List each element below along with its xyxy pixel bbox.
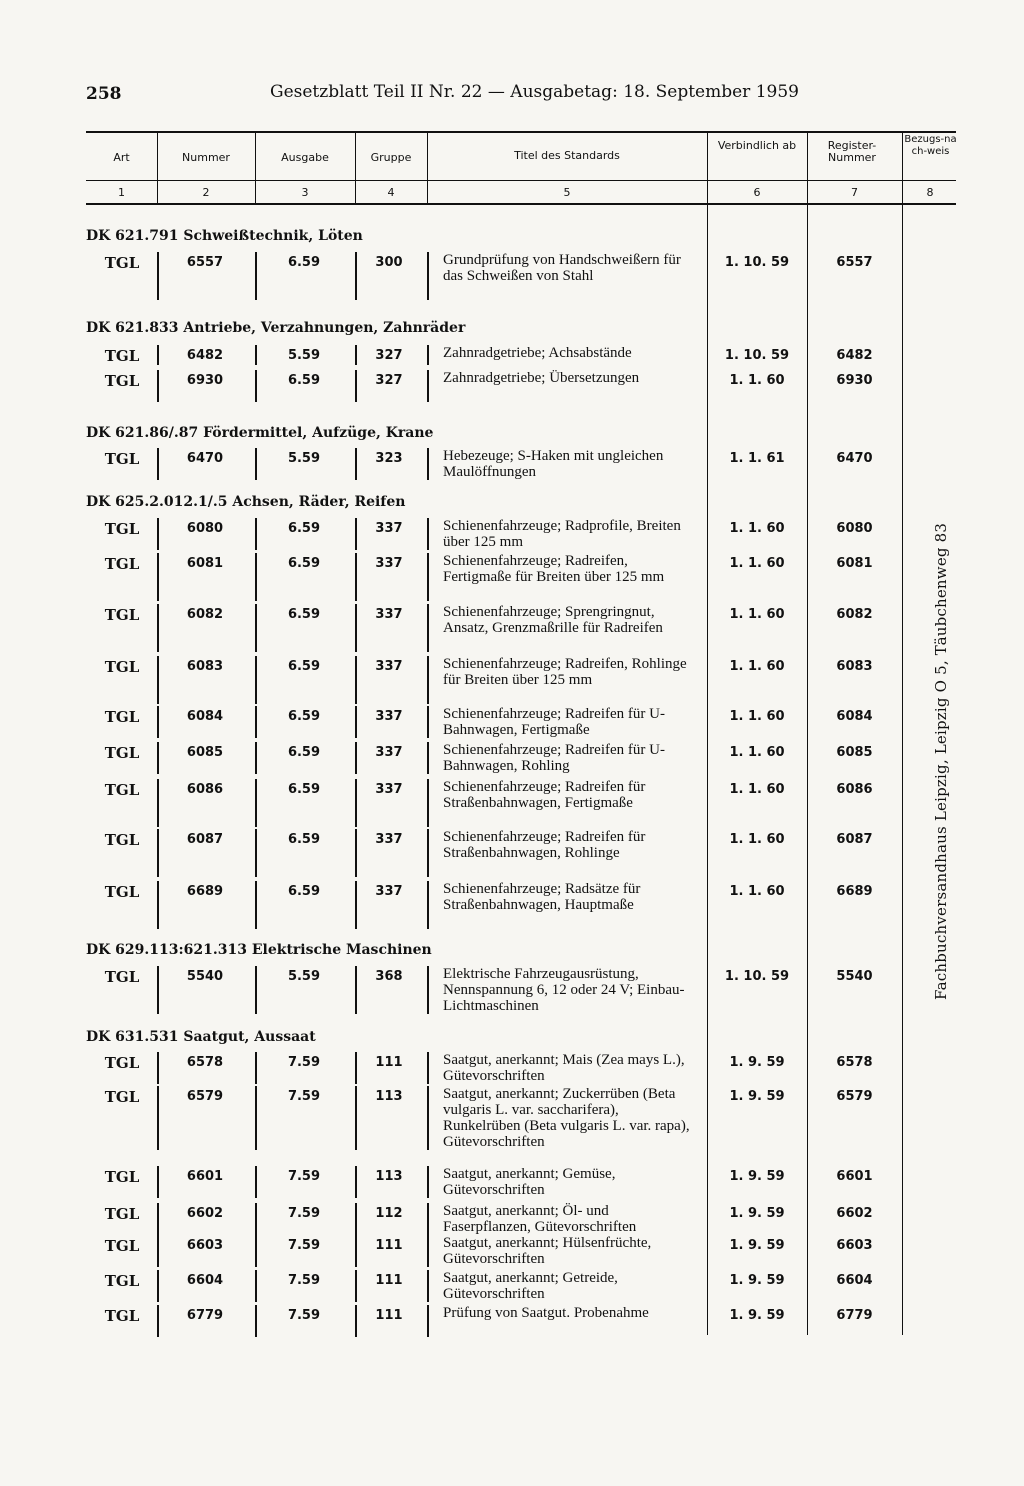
- row-separator: [255, 881, 257, 929]
- cell-art: TGL: [104, 520, 140, 538]
- cell-titel: Saatgut, anerkannt; Mais (Zea mays L.), Gütevorschriften: [443, 1052, 685, 1084]
- col-header-ausgabe: Ausgabe: [281, 151, 329, 164]
- cell-ausgabe: 6.59: [287, 255, 321, 270]
- cell-verbindlich: 1. 9. 59: [729, 1238, 785, 1253]
- col-header-register: Register-Nummer: [827, 139, 877, 164]
- cell-ausgabe: 7.59: [287, 1273, 321, 1288]
- col-number-3: 3: [301, 186, 309, 199]
- row-separator: [157, 742, 159, 774]
- col-header-titel: Titel des Standards: [514, 149, 620, 162]
- row-separator: [255, 966, 257, 1014]
- row-separator: [427, 604, 429, 652]
- cell-nummer: 6470: [186, 451, 224, 466]
- section-heading: DK 625.2.012.1/.5 Achsen, Räder, Reifen: [86, 494, 406, 510]
- col-number-7: 7: [851, 186, 858, 199]
- cell-gruppe: 111: [375, 1238, 403, 1253]
- row-separator: [255, 1052, 257, 1084]
- row-separator: [255, 448, 257, 480]
- cell-gruppe: 337: [375, 556, 403, 571]
- cell-art: TGL: [104, 781, 140, 799]
- cell-art: TGL: [104, 1088, 140, 1106]
- row-separator: [355, 553, 357, 601]
- cell-titel: Schienenfahrzeuge; Radsätze für Straßenbahnwagen, Hauptmaße: [443, 881, 641, 913]
- cell-art: TGL: [104, 708, 140, 726]
- cell-gruppe: 111: [375, 1308, 403, 1323]
- cell-verbindlich: 1. 9. 59: [729, 1055, 785, 1070]
- cell-nummer: 6930: [186, 373, 224, 388]
- row-separator: [157, 553, 159, 601]
- cell-verbindlich: 1. 9. 59: [729, 1273, 785, 1288]
- cell-nummer: 6083: [186, 659, 224, 674]
- row-separator: [355, 1086, 357, 1150]
- row-separator: [355, 742, 357, 774]
- row-separator: [355, 1203, 357, 1235]
- row-separator: [427, 706, 429, 738]
- cell-gruppe: 112: [375, 1206, 403, 1221]
- col-number-4: 4: [387, 186, 395, 199]
- cell-titel: Saatgut, anerkannt; Hülsenfrüchte, Gütevorschriften: [443, 1235, 652, 1267]
- cell-titel: Saatgut, anerkannt; Zuckerrüben (Beta vulgaris L. var. saccharifera), Runkelrüben (Beta vulgaris L. var. rapa), Gütevorschriften: [443, 1086, 690, 1150]
- row-separator: [255, 553, 257, 601]
- cell-art: TGL: [104, 555, 140, 573]
- row-separator: [355, 370, 357, 402]
- row-separator: [157, 518, 159, 550]
- cell-gruppe: 111: [375, 1273, 403, 1288]
- cell-nummer: 6689: [186, 884, 224, 899]
- cell-art: TGL: [104, 831, 140, 849]
- cell-nummer: 6082: [186, 607, 224, 622]
- cell-titel: Hebezeuge; S-Haken mit ungleichen Maulöffnungen: [443, 448, 664, 480]
- row-separator: [355, 881, 357, 929]
- cell-ausgabe: 7.59: [287, 1238, 321, 1253]
- cell-register: 6086: [836, 782, 873, 797]
- section-heading: DK 621.86/.87 Fördermittel, Aufzüge, Krane: [86, 425, 434, 441]
- cell-register: 6601: [836, 1169, 873, 1184]
- cell-verbindlich: 1. 9. 59: [729, 1308, 785, 1323]
- cell-ausgabe: 6.59: [287, 745, 321, 760]
- cell-verbindlich: 1. 1. 61: [729, 451, 785, 466]
- row-separator: [427, 881, 429, 929]
- row-separator: [427, 1270, 429, 1302]
- cell-verbindlich: 1. 10. 59: [724, 348, 790, 363]
- row-separator: [255, 1203, 257, 1235]
- cell-verbindlich: 1. 1. 60: [729, 782, 785, 797]
- col-number-8: 8: [926, 186, 934, 199]
- row-separator: [255, 1235, 257, 1267]
- row-separator: [157, 1052, 159, 1084]
- row-separator: [255, 779, 257, 827]
- col-header-art: Art: [113, 151, 130, 164]
- cell-register: 6579: [836, 1089, 873, 1104]
- row-separator: [255, 742, 257, 774]
- cell-ausgabe: 6.59: [287, 556, 321, 571]
- cell-art: TGL: [104, 968, 140, 986]
- cell-register: 6082: [836, 607, 873, 622]
- row-separator: [157, 829, 159, 877]
- row-separator: [157, 448, 159, 480]
- row-separator: [157, 881, 159, 929]
- cell-verbindlich: 1. 1. 60: [729, 832, 785, 847]
- cell-titel: Grundprüfung von Handschweißern für das Schweißen von Stahl: [443, 252, 681, 284]
- cell-titel: Schienenfahrzeuge; Radreifen für Straßenbahnwagen, Rohlinge: [443, 829, 646, 861]
- row-separator: [255, 604, 257, 652]
- cell-nummer: 6085: [186, 745, 224, 760]
- cell-gruppe: 113: [375, 1089, 403, 1104]
- cell-art: TGL: [104, 606, 140, 624]
- cell-ausgabe: 7.59: [287, 1169, 321, 1184]
- cell-gruppe: 337: [375, 607, 403, 622]
- cell-art: TGL: [104, 1168, 140, 1186]
- cell-art: TGL: [104, 450, 140, 468]
- row-separator: [255, 1305, 257, 1337]
- row-separator: [427, 829, 429, 877]
- cell-register: 6087: [836, 832, 873, 847]
- cell-verbindlich: 1. 9. 59: [729, 1206, 785, 1221]
- row-separator: [157, 1203, 159, 1235]
- row-separator: [157, 1305, 159, 1337]
- row-separator: [355, 252, 357, 300]
- row-separator: [157, 1270, 159, 1302]
- cell-gruppe: 337: [375, 521, 403, 536]
- row-separator: [427, 252, 429, 300]
- cell-register: 6080: [836, 521, 873, 536]
- cell-gruppe: 337: [375, 709, 403, 724]
- cell-art: TGL: [104, 1054, 140, 1072]
- cell-register: 6603: [836, 1238, 873, 1253]
- cell-register: 5540: [836, 969, 873, 984]
- cell-nummer: 6602: [186, 1206, 224, 1221]
- cell-gruppe: 337: [375, 782, 403, 797]
- col-header-nummer: Nummer: [182, 151, 230, 164]
- cell-art: TGL: [104, 1237, 140, 1255]
- row-separator: [157, 1166, 159, 1198]
- cell-art: TGL: [104, 658, 140, 676]
- cell-verbindlich: 1. 1. 60: [729, 745, 785, 760]
- cell-nummer: 6601: [186, 1169, 224, 1184]
- cell-nummer: 6578: [186, 1055, 224, 1070]
- row-separator: [427, 1203, 429, 1235]
- row-separator: [255, 656, 257, 704]
- cell-verbindlich: 1. 1. 60: [729, 556, 785, 571]
- col-number-5: 5: [563, 186, 571, 199]
- row-separator: [355, 1052, 357, 1084]
- row-separator: [255, 829, 257, 877]
- cell-gruppe: 113: [375, 1169, 403, 1184]
- row-separator: [427, 345, 429, 365]
- section-heading: DK 621.833 Antriebe, Verzahnungen, Zahnräder: [86, 320, 466, 336]
- cell-register: 6083: [836, 659, 873, 674]
- row-separator: [355, 1166, 357, 1198]
- row-separator: [157, 252, 159, 300]
- cell-titel: Zahnradgetriebe; Achsabstände: [443, 345, 632, 361]
- cell-nummer: 6086: [186, 782, 224, 797]
- row-separator: [157, 656, 159, 704]
- cell-ausgabe: 7.59: [287, 1206, 321, 1221]
- row-separator: [427, 966, 429, 1014]
- cell-ausgabe: 5.59: [287, 348, 321, 363]
- cell-nummer: 6087: [186, 832, 224, 847]
- cell-nummer: 5540: [186, 969, 224, 984]
- cell-verbindlich: 1. 1. 60: [729, 884, 785, 899]
- row-separator: [355, 706, 357, 738]
- cell-ausgabe: 6.59: [287, 659, 321, 674]
- row-separator: [355, 448, 357, 480]
- row-separator: [355, 829, 357, 877]
- section-heading: DK 631.531 Saatgut, Aussaat: [86, 1029, 316, 1045]
- row-separator: [427, 518, 429, 550]
- cell-art: TGL: [104, 372, 140, 390]
- cell-register: 6084: [836, 709, 873, 724]
- cell-nummer: 6604: [186, 1273, 224, 1288]
- cell-verbindlich: 1. 1. 60: [729, 709, 785, 724]
- cell-gruppe: 337: [375, 745, 403, 760]
- cell-nummer: 6603: [186, 1238, 224, 1253]
- row-separator: [157, 966, 159, 1014]
- cell-art: TGL: [104, 254, 140, 272]
- row-separator: [255, 706, 257, 738]
- col-header-bezug: Bezugs-nach-weis: [904, 134, 957, 157]
- cell-register: 6604: [836, 1273, 873, 1288]
- cell-titel: Prüfung von Saatgut. Probenahme: [443, 1305, 649, 1321]
- cell-ausgabe: 5.59: [287, 451, 321, 466]
- col-header-verbindlich: Verbindlich ab: [717, 139, 797, 152]
- cell-nummer: 6084: [186, 709, 224, 724]
- running-header: Gesetzblatt Teil II Nr. 22 — Ausgabetag: 18. September 1959: [270, 82, 799, 102]
- cell-gruppe: 337: [375, 832, 403, 847]
- row-separator: [427, 656, 429, 704]
- row-separator: [255, 252, 257, 300]
- cell-titel: Schienenfahrzeuge; Radreifen für U-Bahnwagen, Rohling: [443, 742, 665, 774]
- cell-art: TGL: [104, 1205, 140, 1223]
- section-heading: DK 621.791 Schweißtechnik, Löten: [86, 228, 363, 244]
- cell-verbindlich: 1. 1. 60: [729, 659, 785, 674]
- row-separator: [355, 656, 357, 704]
- row-separator: [427, 1052, 429, 1084]
- side-note: Fachbuchversandhaus Leipzig, Leipzig O 5, Täubchenweg 83: [932, 522, 950, 1000]
- cell-verbindlich: 1. 9. 59: [729, 1089, 785, 1104]
- cell-titel: Schienenfahrzeuge; Radreifen, Fertigmaße für Breiten über 125 mm: [443, 553, 665, 585]
- cell-ausgabe: 6.59: [287, 709, 321, 724]
- cell-ausgabe: 6.59: [287, 521, 321, 536]
- cell-ausgabe: 7.59: [287, 1308, 321, 1323]
- row-separator: [355, 1305, 357, 1337]
- cell-gruppe: 323: [375, 451, 403, 466]
- row-separator: [355, 345, 357, 365]
- row-separator: [157, 345, 159, 365]
- cell-nummer: 6482: [186, 348, 224, 363]
- row-separator: [427, 742, 429, 774]
- cell-ausgabe: 6.59: [287, 884, 321, 899]
- cell-ausgabe: 5.59: [287, 969, 321, 984]
- cell-register: 6470: [836, 451, 873, 466]
- section-heading: DK 629.113:621.313 Elektrische Maschinen: [86, 942, 432, 958]
- cell-nummer: 6579: [186, 1089, 224, 1104]
- cell-titel: Zahnradgetriebe; Übersetzungen: [443, 370, 640, 386]
- row-separator: [427, 1305, 429, 1337]
- cell-titel: Saatgut, anerkannt; Öl- und Faserpflanzen, Gütevorschriften: [443, 1203, 637, 1235]
- row-separator: [355, 1235, 357, 1267]
- cell-verbindlich: 1. 1. 60: [729, 373, 785, 388]
- cell-verbindlich: 1. 9. 59: [729, 1169, 785, 1184]
- cell-gruppe: 300: [375, 255, 403, 270]
- row-separator: [255, 1086, 257, 1150]
- cell-art: TGL: [104, 744, 140, 762]
- cell-titel: Saatgut, anerkannt; Gemüse, Gütevorschriften: [443, 1166, 616, 1198]
- row-separator: [157, 1086, 159, 1150]
- row-separator: [157, 779, 159, 827]
- row-separator: [355, 1270, 357, 1302]
- cell-art: TGL: [104, 1272, 140, 1290]
- row-separator: [355, 518, 357, 550]
- cell-gruppe: 337: [375, 659, 403, 674]
- cell-verbindlich: 1. 1. 60: [729, 607, 785, 622]
- row-separator: [427, 370, 429, 402]
- cell-register: 6085: [836, 745, 873, 760]
- row-separator: [157, 706, 159, 738]
- cell-register: 6930: [836, 373, 873, 388]
- row-separator: [157, 604, 159, 652]
- cell-ausgabe: 6.59: [287, 782, 321, 797]
- cell-titel: Schienenfahrzeuge; Radprofile, Breiten über 125 mm: [443, 518, 681, 550]
- row-separator: [255, 1166, 257, 1198]
- row-separator: [157, 1235, 159, 1267]
- row-separator: [427, 448, 429, 480]
- cell-nummer: 6557: [186, 255, 224, 270]
- cell-titel: Schienenfahrzeuge; Radreifen für U-Bahnwagen, Fertigmaße: [443, 706, 665, 738]
- cell-register: 6689: [836, 884, 873, 899]
- cell-ausgabe: 6.59: [287, 607, 321, 622]
- cell-register: 6482: [836, 348, 873, 363]
- cell-ausgabe: 6.59: [287, 832, 321, 847]
- cell-ausgabe: 7.59: [287, 1055, 321, 1070]
- cell-ausgabe: 6.59: [287, 373, 321, 388]
- row-separator: [427, 1086, 429, 1150]
- cell-nummer: 6081: [186, 556, 224, 571]
- cell-verbindlich: 1. 10. 59: [724, 255, 790, 270]
- cell-titel: Schienenfahrzeuge; Radreifen für Straßenbahnwagen, Fertigmaße: [443, 779, 646, 811]
- cell-gruppe: 337: [375, 884, 403, 899]
- col-number-2: 2: [202, 186, 210, 199]
- cell-gruppe: 111: [375, 1055, 403, 1070]
- rule-col8: [902, 203, 903, 1335]
- cell-register: 6779: [836, 1308, 873, 1323]
- cell-register: 6602: [836, 1206, 873, 1221]
- cell-verbindlich: 1. 1. 60: [729, 521, 785, 536]
- row-separator: [355, 604, 357, 652]
- cell-titel: Elektrische Fahrzeugausrüstung, Nennspannung 6, 12 oder 24 V; Einbau-Lichtmaschinen: [443, 966, 685, 1014]
- row-separator: [255, 1270, 257, 1302]
- cell-titel: Schienenfahrzeuge; Radreifen, Rohlinge für Breiten über 125 mm: [443, 656, 687, 688]
- page-number: 258: [86, 84, 122, 104]
- cell-register: 6578: [836, 1055, 873, 1070]
- cell-art: TGL: [104, 347, 140, 365]
- row-separator: [255, 345, 257, 365]
- row-separator: [427, 1235, 429, 1267]
- cell-gruppe: 368: [375, 969, 403, 984]
- row-separator: [355, 966, 357, 1014]
- row-separator: [157, 370, 159, 402]
- cell-titel: Saatgut, anerkannt; Getreide, Gütevorschriften: [443, 1270, 618, 1302]
- row-separator: [427, 553, 429, 601]
- col-number-6: 6: [753, 186, 761, 199]
- row-separator: [355, 779, 357, 827]
- cell-nummer: 6080: [186, 521, 224, 536]
- row-separator: [427, 1166, 429, 1198]
- col-header-gruppe: Gruppe: [370, 151, 412, 164]
- cell-nummer: 6779: [186, 1308, 224, 1323]
- cell-ausgabe: 7.59: [287, 1089, 321, 1104]
- row-separator: [255, 370, 257, 402]
- cell-gruppe: 327: [375, 348, 403, 363]
- cell-register: 6557: [836, 255, 873, 270]
- cell-art: TGL: [104, 883, 140, 901]
- cell-art: TGL: [104, 1307, 140, 1325]
- cell-register: 6081: [836, 556, 873, 571]
- cell-titel: Schienenfahrzeuge; Sprengringnut, Ansatz, Grenzmaßrille für Radreifen: [443, 604, 663, 636]
- cell-verbindlich: 1. 10. 59: [724, 969, 790, 984]
- cell-gruppe: 327: [375, 373, 403, 388]
- row-separator: [427, 779, 429, 827]
- col-number-1: 1: [118, 186, 125, 199]
- row-separator: [255, 518, 257, 550]
